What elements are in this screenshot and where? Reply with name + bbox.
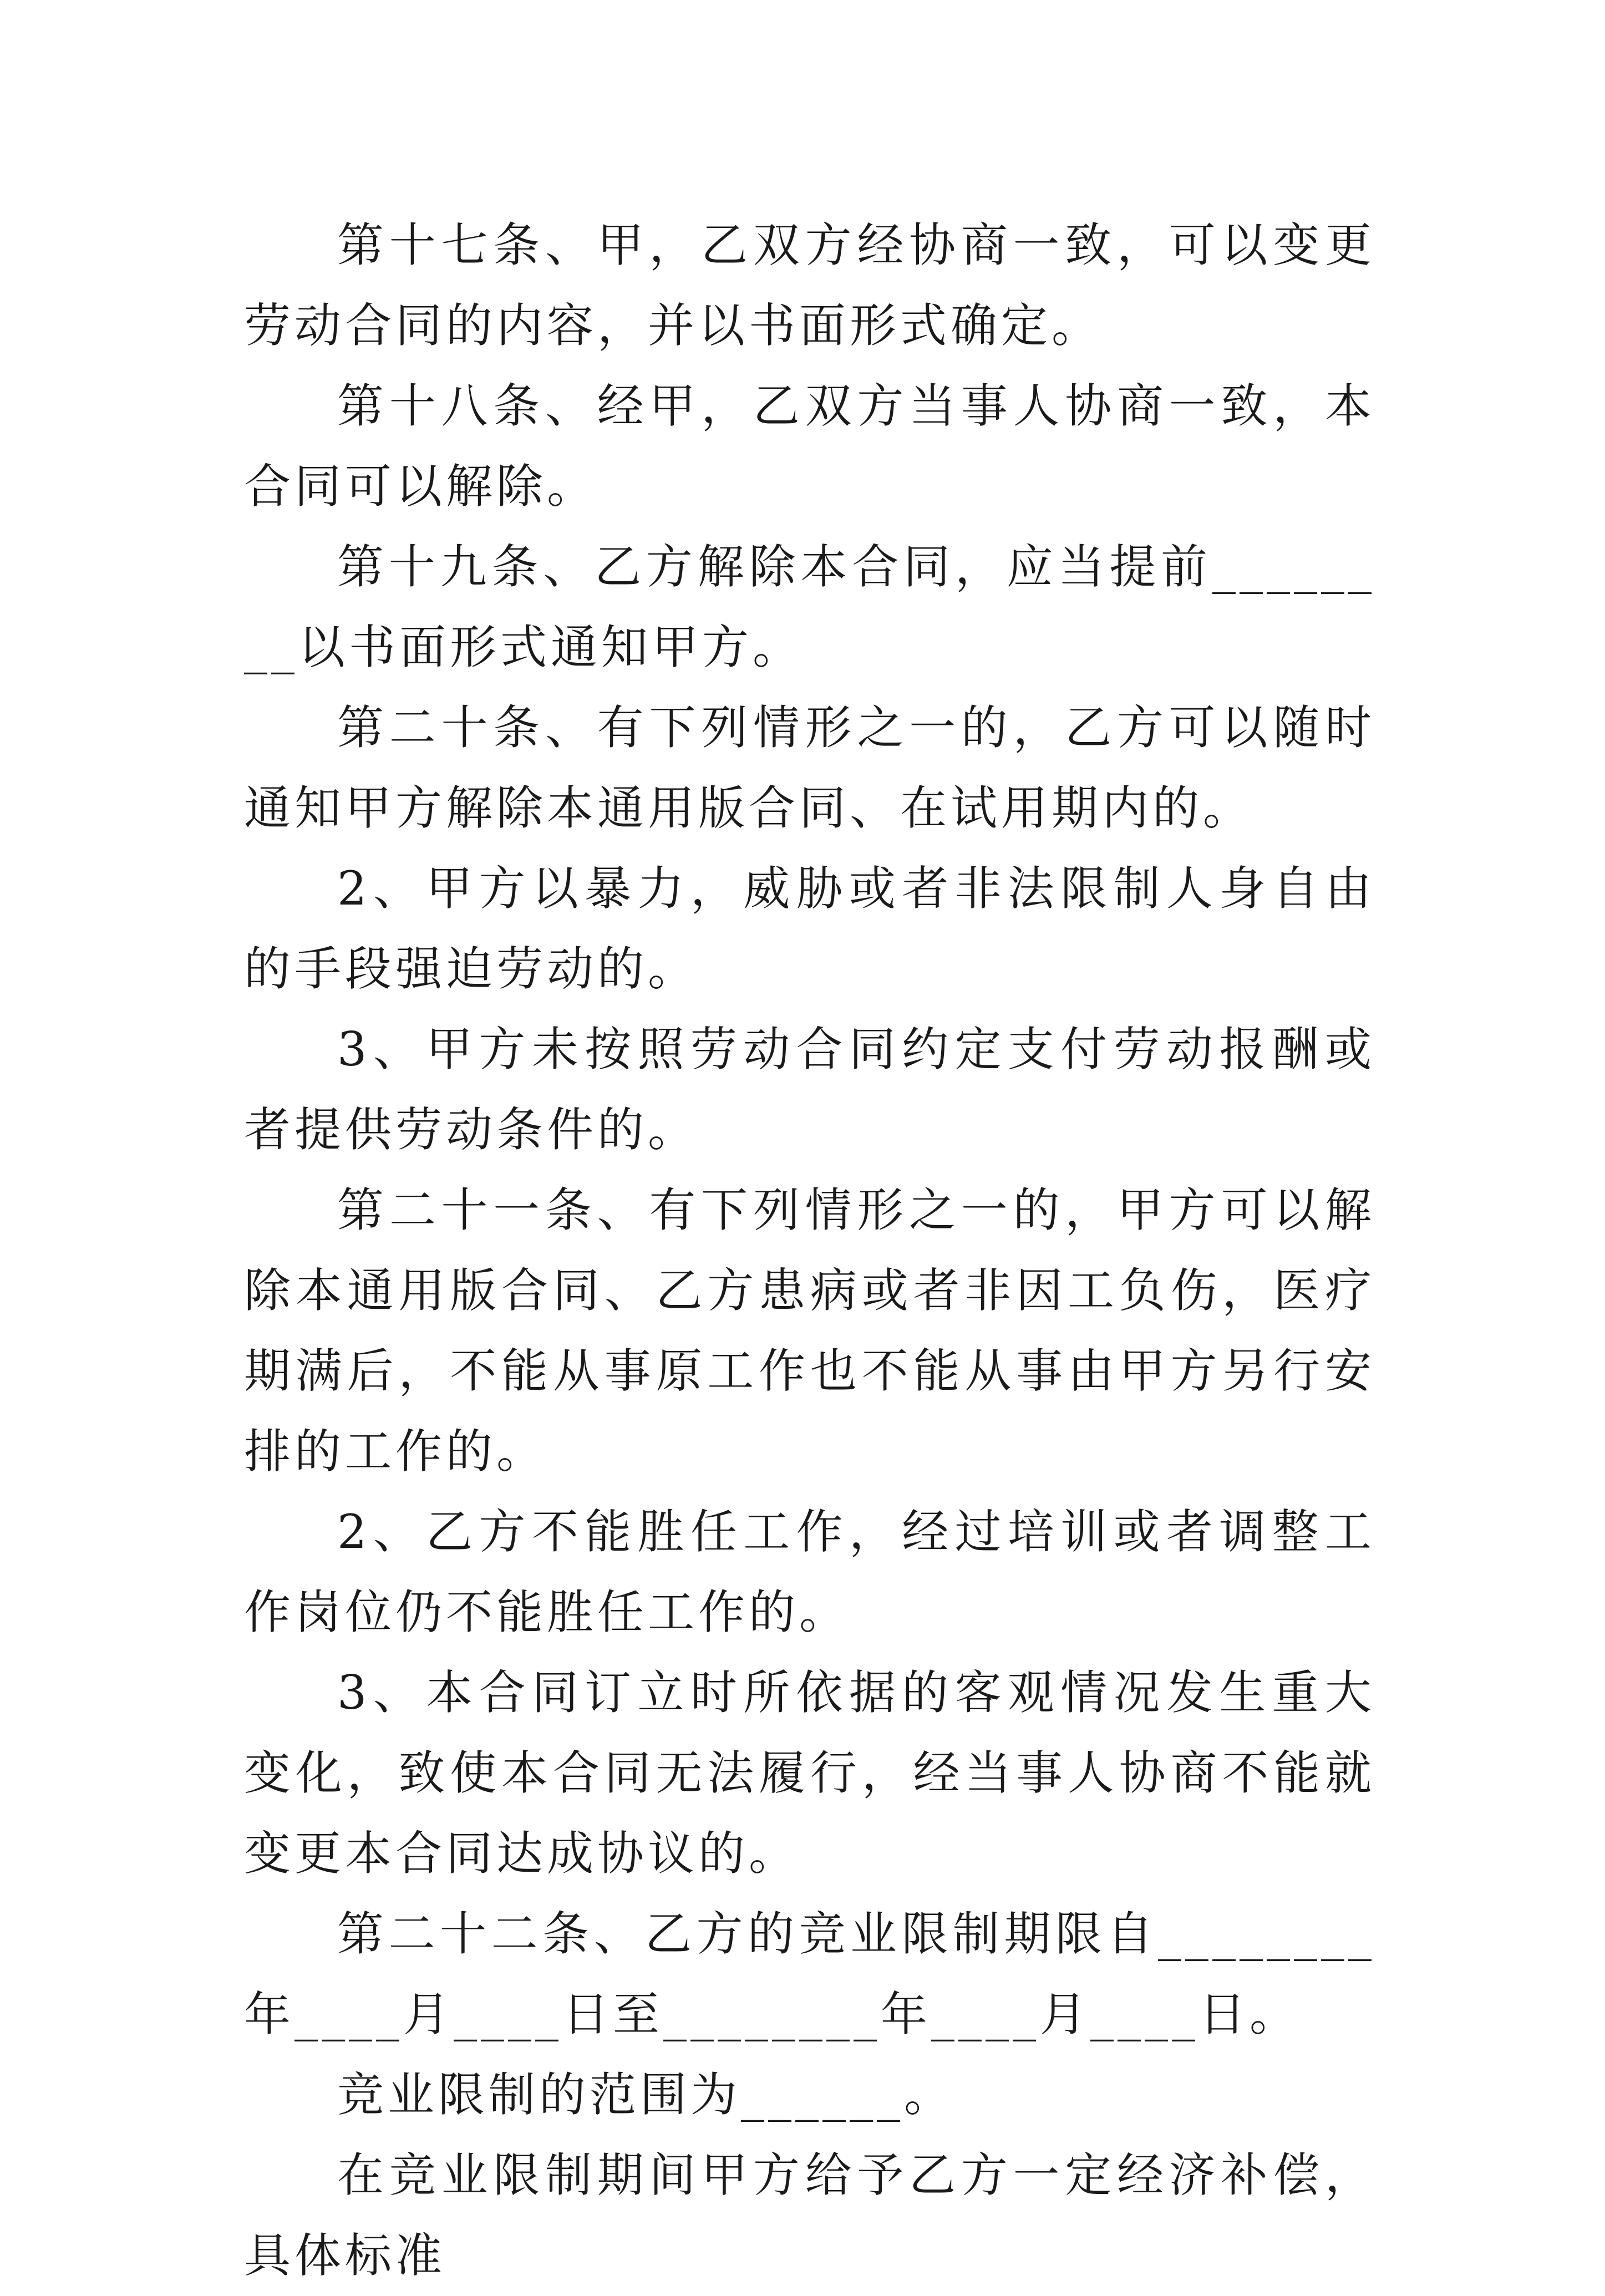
paragraph-article-20: 第二十条、有下列情形之一的，乙方可以随时通知甲方解除本通用版合同、在试用期内的。 (244, 700, 1375, 835)
paragraph-article-21: 第二十一条、有下列情形之一的，甲方可以解除本通用版合同、乙方患病或者非因工负伤，医疗期满后，不能从事原工作也不能从事由甲方另行安排的工作的。 (244, 1183, 1375, 1479)
paragraph-article-17: 第十七条、甲，乙双方经协商一致，可以变更劳动合同的内容，并以书面形式确定。 (244, 218, 1375, 353)
paragraph-article-21-item-2: 2、乙方不能胜任工作，经过培训或者调整工作岗位仍不能胜任工作的。 (244, 1505, 1375, 1639)
paragraph-article-20-item-2: 2、甲方以暴力，威胁或者非法限制人身自由的手段强迫劳动的。 (244, 861, 1375, 996)
paragraph-article-18: 第十八条、经甲，乙双方当事人协商一致，本合同可以解除。 (244, 379, 1375, 514)
paragraph-article-22: 第二十二条、乙方的竞业限制期限自________年____月____日至________年____月____日。 (244, 1907, 1375, 2041)
paragraph-noncompete-scope: 竞业限制的范围为______。 (337, 2068, 955, 2122)
paragraph-noncompete-compensation: 在竞业限制期间甲方给予乙方一定经济补偿，具体标准 (244, 2148, 1375, 2283)
paragraph-article-21-item-3: 3、本合同订立时所依据的客观情况发生重大变化，致使本合同无法履行，经当事人协商不能就变更本合同达成协议的。 (244, 1665, 1375, 1881)
paragraph-article-19: 第十九条、乙方解除本合同，应当提前________以书面形式通知甲方。 (244, 540, 1375, 674)
document-body (244, 205, 1375, 2296)
paragraph-article-20-item-3: 3、甲方未按照劳动合同约定支付劳动报酬或者提供劳动条件的。 (244, 1022, 1375, 1157)
